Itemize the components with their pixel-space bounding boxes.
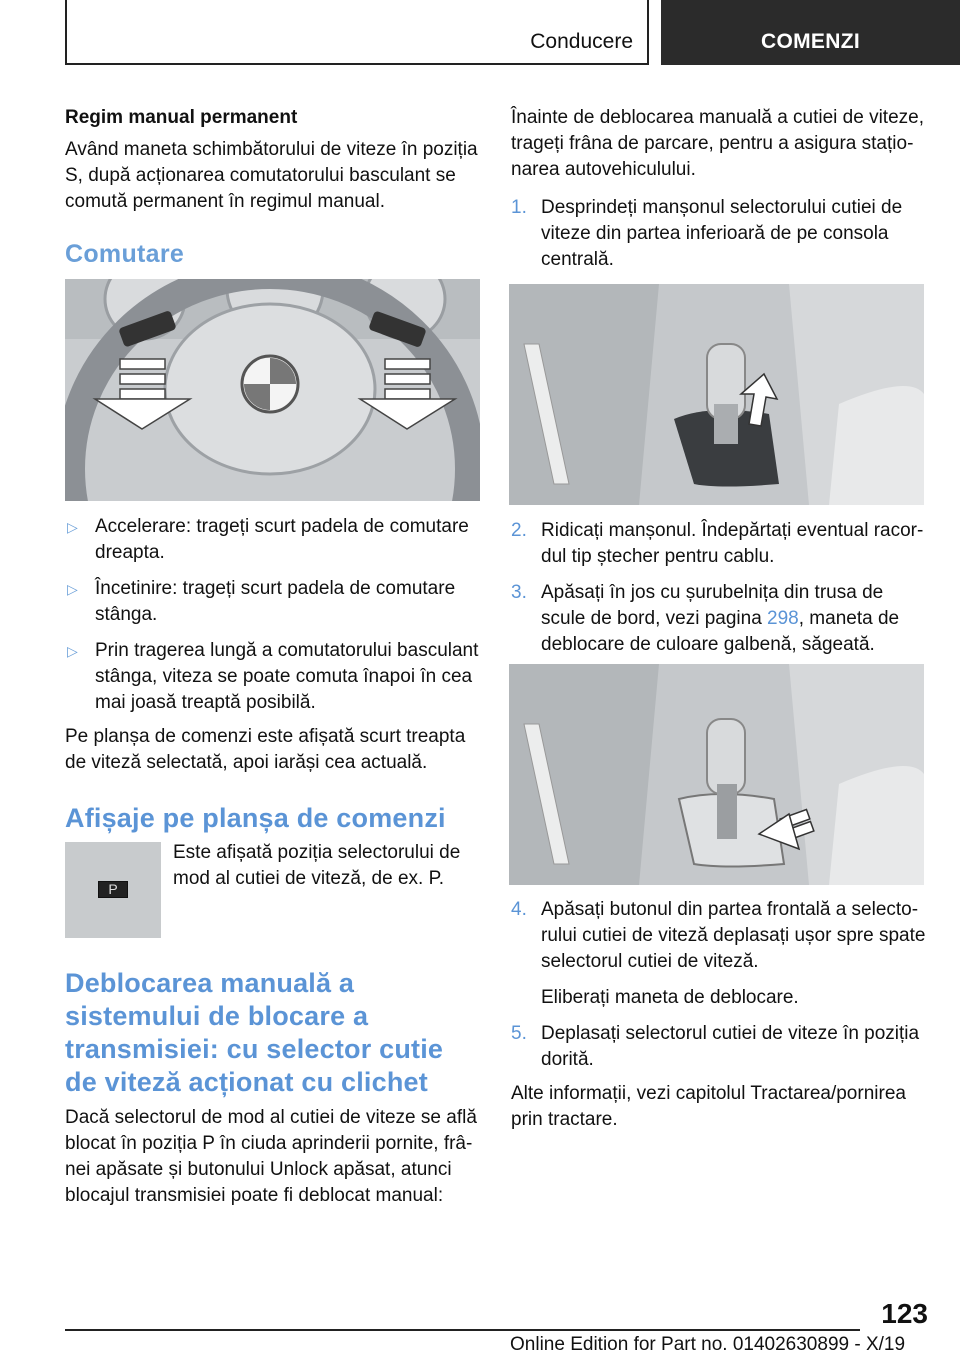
step-number: 5. (511, 1023, 527, 1044)
bullet-text: Încetinire: trageți scurt padela de comutare stânga. (95, 578, 456, 625)
step-number: 4. (511, 899, 527, 920)
step-5 (511, 1021, 926, 1073)
bullet-text: Prin tragerea lungă a comutatorului basculant stânga, viteza se poate comuta înapoi în cea mai joasă treaptă posibilă. (95, 640, 479, 713)
comutare-heading: Comutare (65, 240, 185, 268)
page-reference-link[interactable]: 298 (767, 608, 799, 629)
header-chapter-label: COMENZI (761, 30, 860, 53)
deblocare-paragraph: Dacă selectorul de mod al cutiei de viteze se află blocat în poziția P în ciuda aprinderii pornite, frânei apăsate și butonului Unlock apăsat, atunci blocajul transmisiei poate fi deblocat manual: (65, 1107, 477, 1206)
outro-paragraph: Alte informații, vezi capitolul Tractarea/pornirea prin tractare. (511, 1083, 906, 1130)
gear-selector-illustration-2 (509, 664, 924, 885)
header-section-label: Conducere (530, 30, 633, 53)
step-text: Apăsați în jos cu șurubelnița din trusa de scule de bord, vezi pagina (541, 582, 884, 629)
step-text: , maneta de deblocare de culoare galbenă, săgeată. (541, 608, 900, 655)
page-number: 123 (881, 1298, 928, 1329)
plansa-paragraph: Pe planșa de comenzi este afișată scurt treapta de viteză selectată, apoi iarăși cea actuală. (65, 726, 466, 773)
triangle-bullet-icon: ▷ (67, 643, 78, 659)
regim-heading: Regim manual permanent (65, 107, 298, 128)
bullet-item (65, 638, 480, 716)
right-bottom-block (511, 897, 926, 1133)
step-text: Desprindeți manșonul selectorului cutiei de viteze din partea inferioară de pe consola centrală. (541, 197, 903, 270)
step-3 (511, 580, 926, 658)
step-text: Ridicați manșonul. Îndepărtați eventual racordul tip ștecher pentru cablu. (541, 520, 924, 567)
afisaje-heading: Afișaje pe planșa de comenzi (65, 803, 446, 833)
right-mid-block (511, 518, 926, 658)
deblocare-heading: Deblocarea manuală a sistemului de blocare a transmisiei: cu selector cutie de viteză acționat cu clichet (65, 968, 444, 1097)
step-number: 1. (511, 197, 527, 218)
footer-divider (65, 1329, 860, 1331)
gear-selector-illustration-1 (509, 284, 924, 505)
bullet-item (65, 576, 480, 628)
gear-display-letter: P (108, 881, 118, 897)
steering-wheel-illustration (65, 279, 480, 501)
step-4 (511, 897, 926, 975)
header-chapter-box (661, 0, 960, 65)
step-text: Apăsați butonul din partea frontală a selectorului cutiei de viteză deplasați ușor spre spate selectorul cutiei de viteză. (541, 899, 926, 972)
intro-paragraph: Înainte de deblocarea manuală a cutiei de viteze, trageți frâna de parcare, pentru a asigura staționarea autovehiculului. (511, 107, 924, 180)
step-number: 3. (511, 582, 527, 603)
gear-display-image (65, 842, 161, 938)
bullet-text: Accelerare: trageți scurt padela de comutare dreapta. (95, 516, 469, 563)
step-4-extra: Eliberați maneta de deblocare. (541, 987, 799, 1008)
footer-edition: Online Edition for Part no. 01402630899 - X/19 (510, 1334, 906, 1355)
regim-paragraph: Având maneta schimbătorului de viteze în poziția S, după acționarea comutatorului basculant se comută permanent în regimul manual. (65, 139, 478, 212)
left-column (65, 105, 480, 267)
afisaje-paragraph: Este afișată poziția selectorului de mod al cutiei de viteză, de ex. P. (173, 842, 461, 889)
deblocare-block (65, 967, 480, 1209)
step-1 (511, 195, 926, 273)
triangle-bullet-icon: ▷ (67, 519, 78, 535)
step-2 (511, 518, 926, 570)
triangle-bullet-icon: ▷ (67, 581, 78, 597)
step-number: 2. (511, 520, 527, 541)
header-section-box (65, 0, 649, 65)
bullet-item (65, 514, 480, 566)
bullets-block (65, 514, 480, 835)
step-text: Deplasați selectorul cutiei de viteze în poziția dorită. (541, 1023, 920, 1070)
right-top-block (511, 105, 926, 273)
